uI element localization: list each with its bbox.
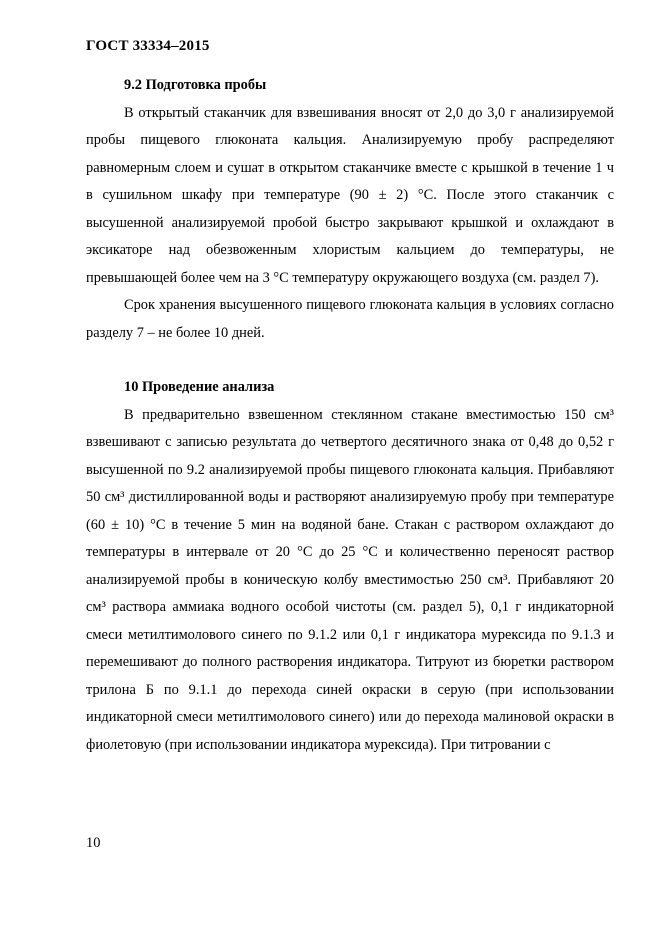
page-body [86, 72, 614, 759]
page-number: 10 [86, 835, 101, 851]
section-heading-10: 10 Проведение анализа [124, 379, 275, 395]
section-spacer [86, 347, 614, 374]
paragraph: В предварительно взвешенном стеклянном стакане вместимостью 150 см³ взвешивают с записью результата до четвертого десятичного знака от 0,48 до 0,52 г высушенной по 9.2 анализируемой пробы пищевого глюконата кальция. Прибавляют 50 см³ дистиллированной воды и растворяют анализируемую пробу при температуре (60 ± 10) °С в течение 5 мин на водяной бане. Стакан с раствором охлаждают до температуры в интервале от 20 °С до 25 °С и количественно переносят раствор анализируемой пробы в коническую колбу вместимостью 250 см³. Прибавляют 20 см³ раствора аммиака водного особой чистоты (см. раздел 5), 0,1 г индикаторной смеси метилтимолового синего по 9.1.2 или 0,1 г индикатора мурексида по 9.1.3 и перемешивают до полного растворения индикатора. Титруют из бюретки раствором трилона Б по 9.1.1 до перехода синей окраски в серую (при использовании индикаторной смеси метилтимолового синего) или до перехода малиновой окраски в фиолетовую (при использовании индикатора мурексида). При титровании с [86, 406, 614, 753]
paragraph: Срок хранения высушенного пищевого глюконата кальция в условиях согласно разделу 7 – не более 10 дней. [86, 297, 614, 341]
paragraph: В открытый стаканчик для взвешивания вносят от 2,0 до 3,0 г анализируемой пробы пищевого глюконата кальция. Анализируемую пробу распределяют равномерным слоем и сушат в открытом стаканчике вместе с крышкой в течение 1 ч в сушильном шкафу при температуре (90 ± 2) °С. После этого стаканчик с высушенной анализируемой пробой быстро закрывают крышкой и охлаждают в эксикаторе над обезвоженным хлористым кальцием до температуры, не превышающей более чем на 3 °С температуру окружающего воздуха (см. раздел 7). [86, 104, 614, 286]
document-code: ГОСТ 33334–2015 [86, 38, 210, 54]
section-heading-9-2: 9.2 Подготовка пробы [124, 77, 267, 93]
